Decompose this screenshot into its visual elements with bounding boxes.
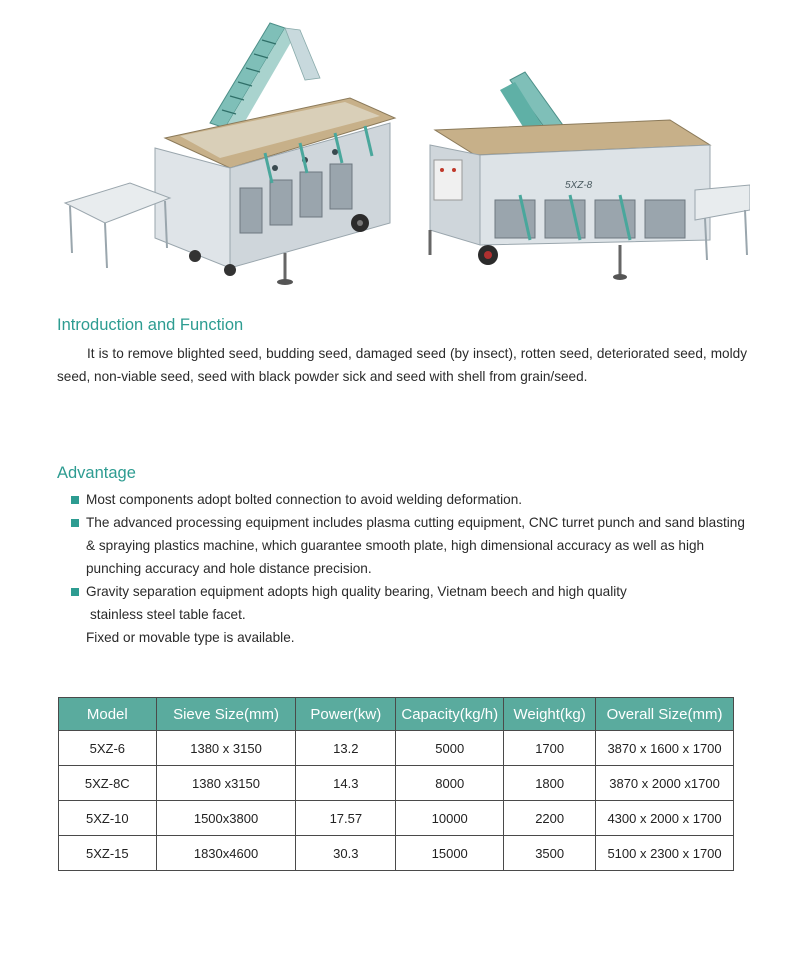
cell-sieve-size: 1500x3800 (156, 801, 296, 836)
cell-weight: 1700 (504, 731, 596, 766)
advantage-item-text: Most components adopt bolted connection to avoid welding deformation. (86, 492, 523, 507)
cell-weight: 1800 (504, 766, 596, 801)
table-row (59, 836, 734, 871)
header-sieve-size: Sieve Size(mm) (156, 698, 296, 731)
cell-capacity: 15000 (396, 836, 504, 871)
table-row (59, 766, 734, 801)
cell-power: 14.3 (296, 766, 396, 801)
cell-capacity: 10000 (396, 801, 504, 836)
cell-weight: 3500 (504, 836, 596, 871)
advantage-note-text: Fixed or movable type is available. (86, 630, 295, 645)
advantage-item (68, 580, 748, 626)
cell-overall-size: 5100 x 2300 x 1700 (596, 836, 734, 871)
square-bullet-icon (71, 588, 79, 596)
advantage-list (68, 488, 748, 649)
intro-paragraph: It is to remove blighted seed, budding seed, damaged seed (by insect), rotten seed, deteriorated seed, moldy seed, non-viable seed, seed with black powder sick and seed with shell from grain/seed. (57, 346, 747, 384)
cell-sieve-size: 1380 x3150 (156, 766, 296, 801)
cell-model: 5XZ-10 (59, 801, 157, 836)
cell-overall-size: 3870 x 1600 x 1700 (596, 731, 734, 766)
advantage-note (68, 626, 748, 649)
cell-power: 30.3 (296, 836, 396, 871)
cell-sieve-size: 1830x4600 (156, 836, 296, 871)
table-header-row (59, 698, 734, 731)
header-weight: Weight(kg) (504, 698, 596, 731)
square-bullet-icon (71, 496, 79, 504)
cell-capacity: 5000 (396, 731, 504, 766)
intro-heading: Introduction and Function (57, 316, 244, 334)
gravity-separator-image-1 (60, 18, 400, 293)
cell-weight: 2200 (504, 801, 596, 836)
cell-power: 17.57 (296, 801, 396, 836)
gravity-separator-image-2 (420, 60, 750, 290)
header-model: Model (59, 698, 157, 731)
cell-sieve-size: 1380 x 3150 (156, 731, 296, 766)
cell-model: 5XZ-15 (59, 836, 157, 871)
header-overall-size: Overall Size(mm) (596, 698, 734, 731)
advantage-item-text: The advanced processing equipment includes plasma cutting equipment, CNC turret punch and sand blasting & spraying plastics machine, which guarantee smooth plate, high dimensional accuracy as well as high punching accuracy and hole distance precision. (86, 515, 745, 576)
table-row (59, 731, 734, 766)
advantage-item (68, 511, 748, 580)
square-bullet-icon (71, 519, 79, 527)
header-power: Power(kw) (296, 698, 396, 731)
advantage-heading: Advantage (57, 464, 136, 482)
spec-table (58, 697, 734, 871)
cell-overall-size: 3870 x 2000 x1700 (596, 766, 734, 801)
table-row (59, 801, 734, 836)
cell-overall-size: 4300 x 2000 x 1700 (596, 801, 734, 836)
advantage-item (68, 488, 748, 511)
cell-model: 5XZ-8C (59, 766, 157, 801)
cell-capacity: 8000 (396, 766, 504, 801)
advantage-item-continuation: stainless steel table facet. (90, 607, 246, 622)
cell-model: 5XZ-6 (59, 731, 157, 766)
cell-power: 13.2 (296, 731, 396, 766)
machine-model-label: 5XZ-8 (565, 180, 593, 191)
header-capacity: Capacity(kg/h) (396, 698, 504, 731)
advantage-item-text: Gravity separation equipment adopts high quality bearing, Vietnam beech and high quality (86, 584, 627, 599)
product-photos (55, 18, 755, 293)
